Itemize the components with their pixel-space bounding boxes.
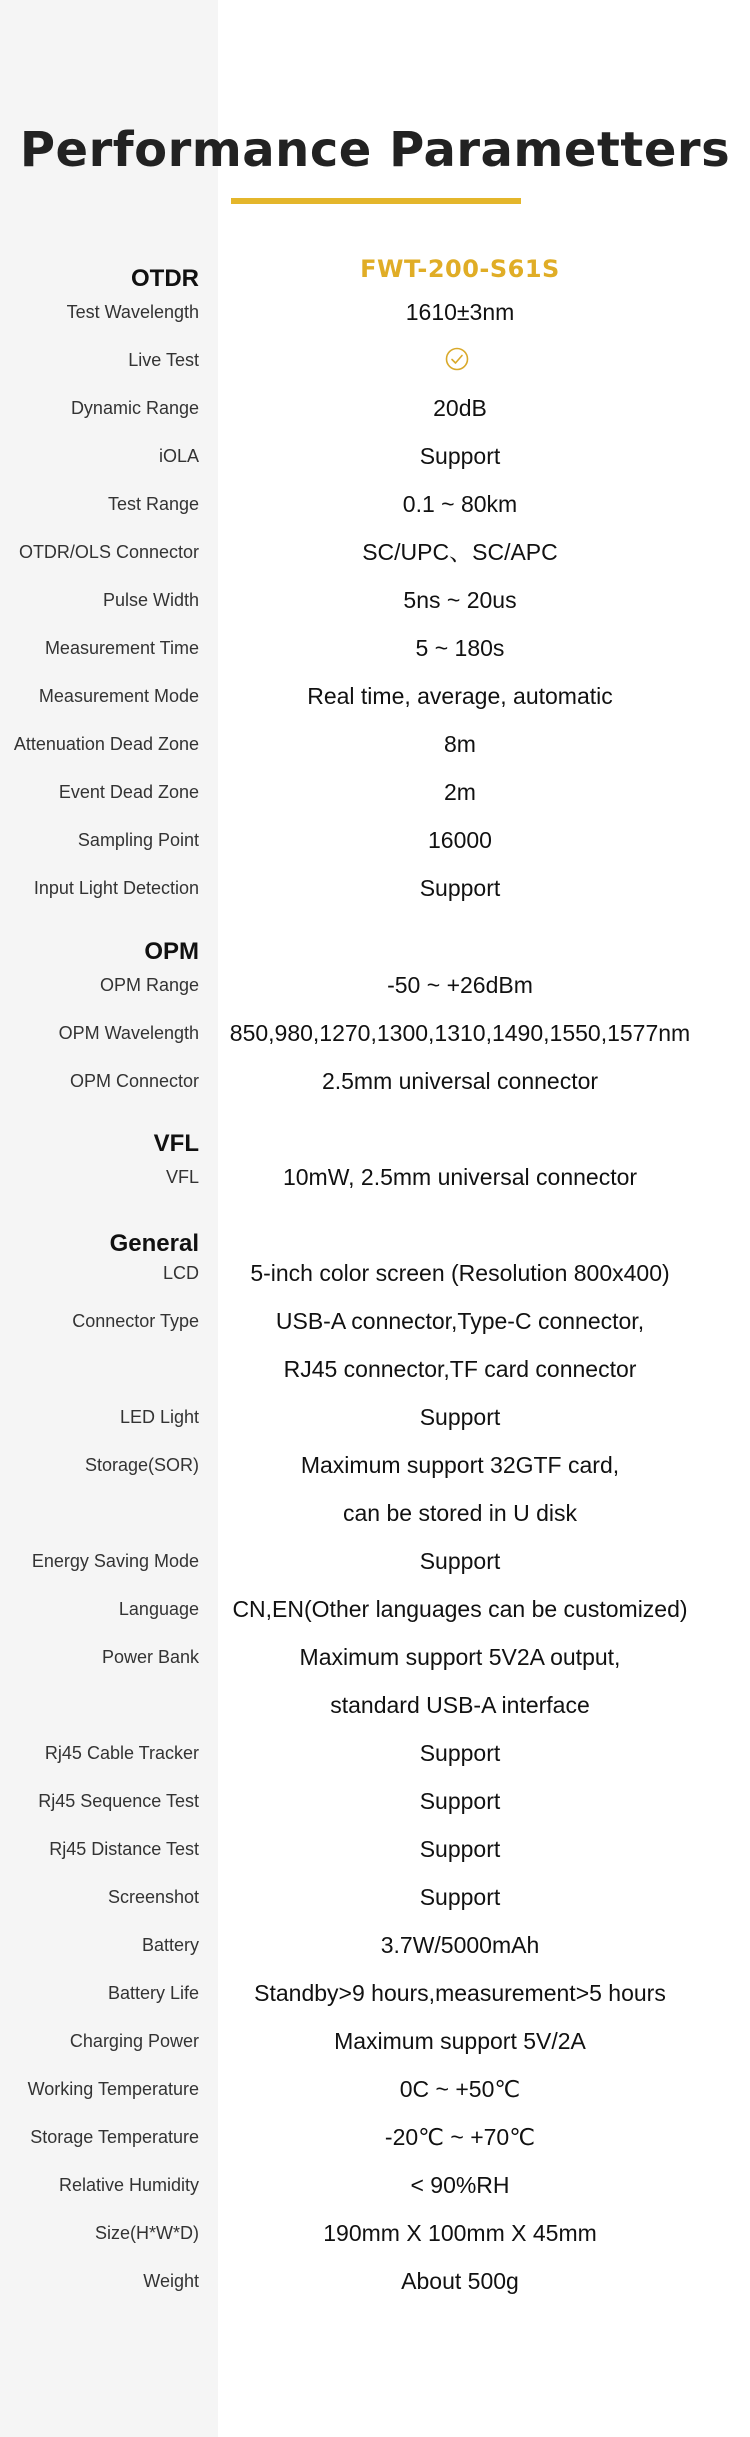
spec-value: Maximum support 5V2A output, bbox=[299, 1644, 621, 1670]
spec-value: CN,EN(Other languages can be customized) bbox=[232, 1596, 688, 1622]
spec-row bbox=[0, 1925, 750, 1965]
spec-label: Energy Saving Mode bbox=[31, 1551, 199, 1571]
spec-value: 5ns ~ 20us bbox=[403, 587, 517, 613]
spec-label: LED Light bbox=[119, 1407, 199, 1427]
spec-label: Measurement Mode bbox=[38, 686, 199, 706]
spec-row bbox=[0, 2165, 750, 2205]
spec-label: Relative Humidity bbox=[58, 2175, 199, 2195]
spec-value: 3.7W/5000mAh bbox=[380, 1932, 540, 1958]
section-heading-otdr: OTDR bbox=[131, 265, 199, 292]
spec-value: Support bbox=[419, 1404, 501, 1430]
spec-label: Measurement Time bbox=[44, 638, 199, 658]
spec-row bbox=[0, 1157, 750, 1197]
spec-value: 5-inch color screen (Resolution 800x400) bbox=[250, 1260, 670, 1286]
spec-value: Maximum support 32GTF card, bbox=[300, 1452, 620, 1478]
spec-row bbox=[0, 965, 750, 1005]
spec-value: About 500g bbox=[401, 2268, 519, 2294]
spec-row bbox=[0, 1493, 750, 1533]
spec-row bbox=[0, 2117, 750, 2157]
spec-value: 190mm X 100mm X 45mm bbox=[323, 2220, 597, 2246]
spec-label: Event Dead Zone bbox=[58, 782, 199, 802]
spec-label: Storage(SOR) bbox=[84, 1455, 199, 1475]
spec-row bbox=[0, 388, 750, 428]
section-heading-vfl: VFL bbox=[153, 1130, 199, 1157]
spec-value: < 90%RH bbox=[410, 2172, 510, 2198]
spec-row bbox=[0, 292, 750, 332]
spec-label: Test Wavelength bbox=[66, 302, 199, 322]
spec-label: Battery bbox=[141, 1935, 199, 1955]
spec-row bbox=[0, 580, 750, 620]
spec-row bbox=[0, 1349, 750, 1389]
spec-label: Charging Power bbox=[69, 2031, 199, 2051]
spec-label: Battery Life bbox=[107, 1983, 199, 2003]
spec-row bbox=[0, 1061, 750, 1101]
spec-row bbox=[0, 1589, 750, 1629]
spec-value: SC/UPC、SC/APC bbox=[362, 539, 558, 565]
spec-row bbox=[0, 532, 750, 572]
spec-value: Support bbox=[419, 1548, 501, 1574]
spec-value: Support bbox=[419, 1884, 501, 1910]
spec-row bbox=[0, 1301, 750, 1341]
spec-row bbox=[0, 2213, 750, 2253]
spec-value: -20℃ ~ +70℃ bbox=[384, 2124, 536, 2150]
title-underline bbox=[231, 198, 521, 204]
spec-value: USB-A connector,Type-C connector, bbox=[275, 1308, 645, 1334]
spec-row bbox=[0, 484, 750, 524]
spec-value: 2m bbox=[444, 779, 476, 805]
spec-label: Rj45 Distance Test bbox=[49, 1839, 199, 1859]
spec-row bbox=[0, 1829, 750, 1869]
spec-value: Support bbox=[419, 875, 501, 901]
spec-value: 0C ~ +50℃ bbox=[399, 2076, 521, 2102]
spec-value: 20dB bbox=[433, 395, 487, 421]
spec-value: can be stored in U disk bbox=[343, 1500, 577, 1526]
spec-label: Pulse Width bbox=[102, 590, 199, 610]
section-heading-general: General bbox=[109, 1230, 199, 1257]
spec-value: 10mW, 2.5mm universal connector bbox=[282, 1164, 638, 1190]
spec-label: Sampling Point bbox=[77, 830, 199, 850]
spec-label: Live Test bbox=[128, 350, 199, 370]
spec-label: OPM Range bbox=[99, 975, 199, 995]
spec-row bbox=[0, 2261, 750, 2301]
spec-row bbox=[0, 2069, 750, 2109]
spec-value: Support bbox=[419, 1836, 501, 1862]
spec-label: VFL bbox=[165, 1167, 199, 1187]
spec-row bbox=[0, 340, 750, 380]
page-title: Performance Parametters bbox=[19, 122, 731, 178]
spec-row bbox=[0, 1013, 750, 1053]
spec-label: Weight bbox=[143, 2271, 199, 2291]
spec-label: Size(H*W*D) bbox=[94, 2223, 199, 2243]
spec-value: Support bbox=[419, 443, 501, 469]
spec-row bbox=[0, 1637, 750, 1677]
spec-value: Maximum support 5V/2A bbox=[334, 2028, 586, 2054]
spec-label: Rj45 Sequence Test bbox=[38, 1791, 199, 1811]
spec-row bbox=[0, 1445, 750, 1485]
spec-label: iOLA bbox=[158, 446, 199, 466]
spec-value: Support bbox=[419, 1740, 501, 1766]
spec-label: OPM Wavelength bbox=[58, 1023, 199, 1043]
spec-row bbox=[0, 676, 750, 716]
spec-value: -50 ~ +26dBm bbox=[387, 972, 533, 998]
spec-label: Working Temperature bbox=[27, 2079, 199, 2099]
spec-row bbox=[0, 868, 750, 908]
spec-label: OPM Connector bbox=[69, 1071, 199, 1091]
spec-label: Storage Temperature bbox=[30, 2127, 199, 2147]
spec-row bbox=[0, 2021, 750, 2061]
spec-label: Dynamic Range bbox=[70, 398, 199, 418]
spec-value: 16000 bbox=[428, 827, 492, 853]
spec-label: Rj45 Cable Tracker bbox=[44, 1743, 199, 1763]
spec-label: Power Bank bbox=[101, 1647, 199, 1667]
spec-value: Support bbox=[419, 1788, 501, 1814]
spec-value: 0.1 ~ 80km bbox=[402, 491, 518, 517]
spec-label: Screenshot bbox=[107, 1887, 199, 1907]
spec-row bbox=[0, 724, 750, 764]
spec-value: 5 ~ 180s bbox=[415, 635, 505, 661]
spec-label: Connector Type bbox=[72, 1311, 199, 1331]
spec-row bbox=[0, 1685, 750, 1725]
section-heading-opm: OPM bbox=[144, 938, 199, 965]
spec-value: 850,980,1270,1300,1310,1490,1550,1577nm bbox=[229, 1020, 691, 1046]
spec-label: Attenuation Dead Zone bbox=[13, 734, 199, 754]
spec-value: RJ45 connector,TF card connector bbox=[283, 1356, 637, 1382]
spec-value: 8m bbox=[444, 731, 476, 757]
spec-row bbox=[0, 820, 750, 860]
spec-value: 1610±3nm bbox=[405, 299, 515, 325]
spec-label: Input Light Detection bbox=[33, 878, 199, 898]
model-name: FWT-200-S61S bbox=[360, 255, 560, 283]
spec-row bbox=[0, 1397, 750, 1437]
spec-row bbox=[0, 1973, 750, 2013]
check-circle-icon bbox=[445, 347, 469, 371]
spec-label: LCD bbox=[162, 1263, 199, 1283]
spec-label: OTDR/OLS Connector bbox=[18, 542, 199, 562]
spec-row bbox=[0, 1781, 750, 1821]
spec-row bbox=[0, 1733, 750, 1773]
spec-row bbox=[0, 628, 750, 668]
spec-row bbox=[0, 1253, 750, 1293]
spec-label: Test Range bbox=[107, 494, 199, 514]
spec-row bbox=[0, 436, 750, 476]
spec-value: Real time, average, automatic bbox=[307, 683, 613, 709]
spec-row bbox=[0, 1541, 750, 1581]
spec-value: standard USB-A interface bbox=[330, 1692, 590, 1718]
spec-row bbox=[0, 772, 750, 812]
spec-value: 2.5mm universal connector bbox=[321, 1068, 599, 1094]
spec-value: Standby>9 hours,measurement>5 hours bbox=[254, 1980, 666, 2006]
spec-label: Language bbox=[118, 1599, 199, 1619]
spec-row bbox=[0, 1877, 750, 1917]
